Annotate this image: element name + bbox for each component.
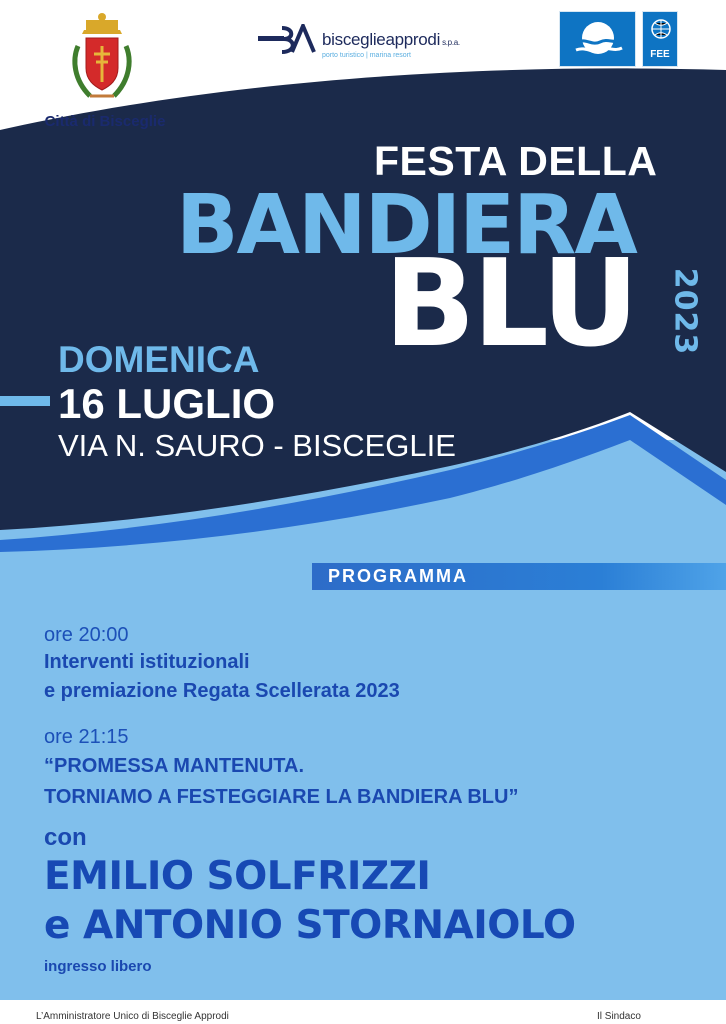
company-name: bisceglieapprodi s.p.a. — [322, 30, 460, 49]
title-year: 2023 — [667, 267, 703, 356]
program-item-1-time: ore 20:00 — [44, 624, 129, 646]
program-item-1-line-1: Interventi istituzionali — [44, 651, 250, 673]
program-heading: PROGRAMMA — [328, 566, 468, 586]
fee-logo — [642, 11, 678, 67]
entry-note: ingresso libero — [44, 958, 152, 975]
event-place: VIA N. SAURO - BISCEGLIE — [58, 428, 456, 463]
title-line-2: BANDIERA — [176, 178, 636, 273]
footer-signature-right: Il Sindaco — [597, 1011, 641, 1022]
globe-icon — [643, 12, 679, 52]
program-item-2-line-2: TORNIAMO A FESTEGGIARE LA BANDIERA BLU” — [44, 786, 519, 808]
fee-label: FEE — [650, 49, 670, 60]
blue-flag-logo — [559, 11, 636, 67]
program-item-1-line-2: e premiazione Regata Scellerata 2023 — [44, 680, 400, 702]
program-item-2-time: ore 21:15 — [44, 726, 129, 748]
bisceglie-approdi-logo-icon — [258, 24, 318, 56]
title-line-3: BLU — [384, 235, 637, 374]
company-subtitle: porto turistico | marina resort — [322, 52, 411, 59]
event-day: DOMENICA — [58, 339, 260, 380]
footer-signature-left: L’Amministratore Unico di Bisceglie Approdi — [36, 1011, 229, 1022]
artist-2: e ANTONIO STORNAIOLO — [44, 903, 576, 948]
title-line-1: FESTA DELLA — [374, 138, 658, 184]
event-date: 16 LUGLIO — [58, 380, 276, 427]
city-name: Città di Bisceglie — [44, 113, 166, 130]
program-item-2-line-1: “PROMESSA MANTENUTA. — [44, 755, 304, 777]
artist-1: EMILIO SOLFRIZZI — [44, 854, 431, 899]
city-crest-logo — [64, 10, 140, 110]
blue-flag-icon — [560, 12, 637, 68]
program-with: con — [44, 824, 87, 851]
